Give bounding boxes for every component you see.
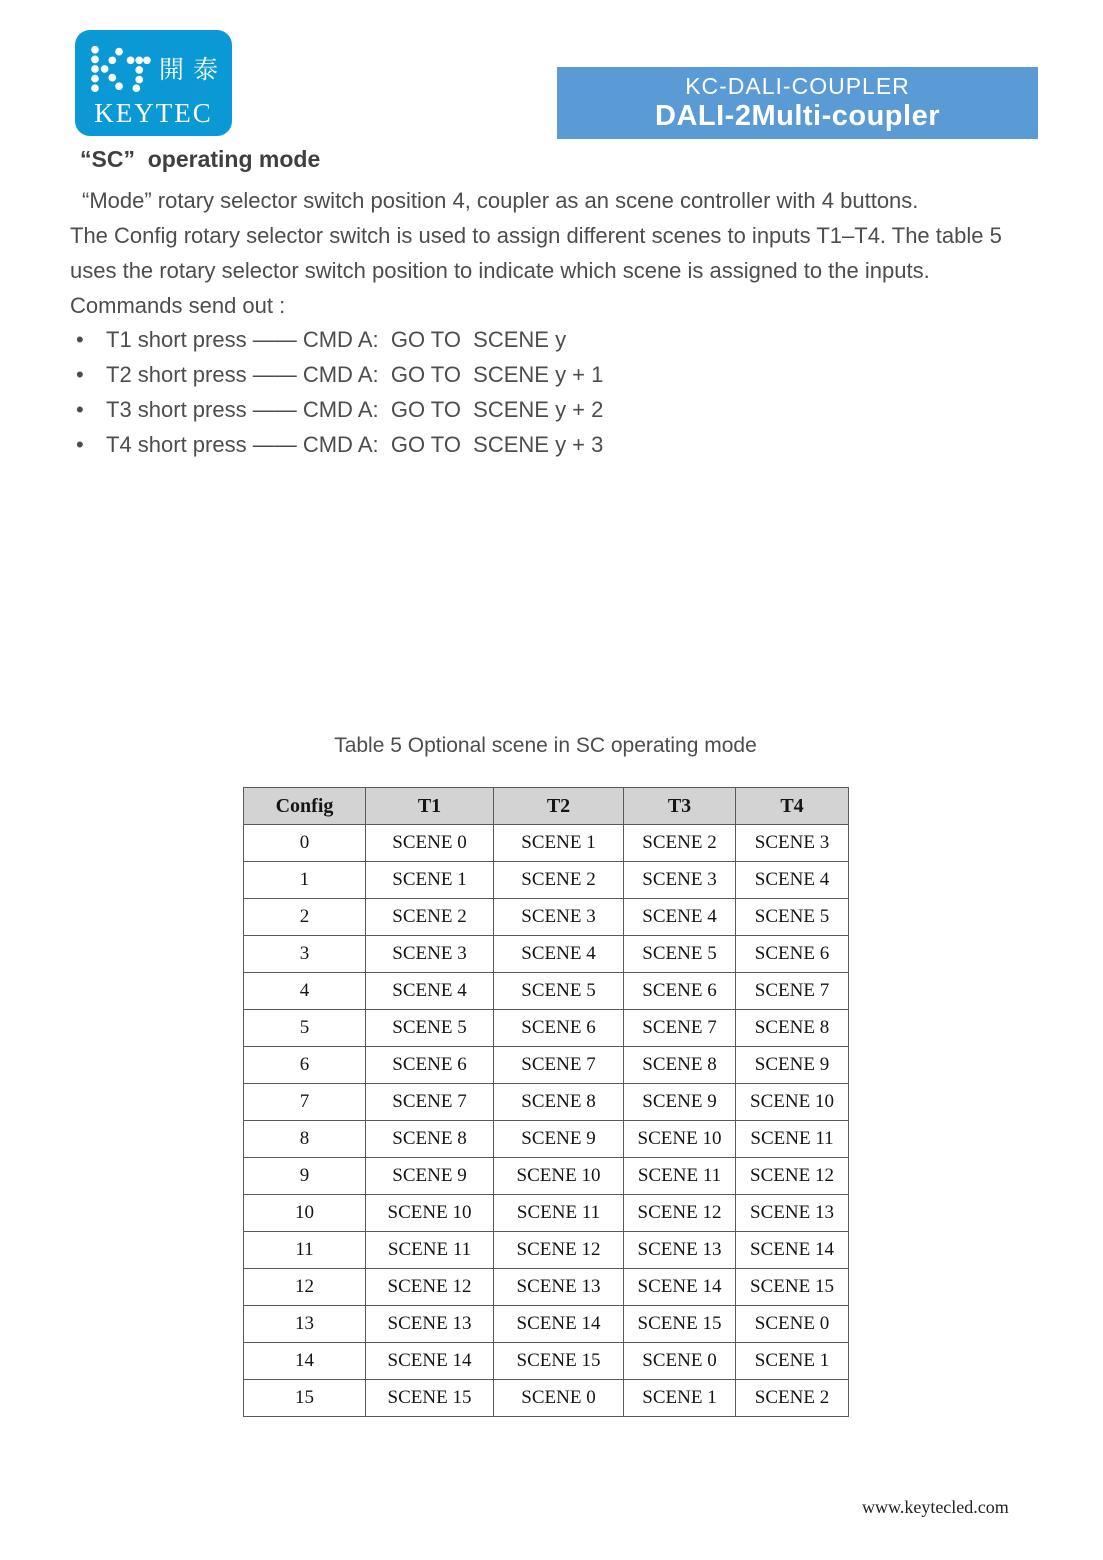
table-cell: SCENE 14: [494, 1306, 624, 1343]
table-cell: 2: [244, 899, 366, 936]
table-cell: SCENE 11: [736, 1121, 849, 1158]
table-row: [244, 862, 849, 899]
table-cell: SCENE 15: [736, 1269, 849, 1306]
command-item: • T2 short press —— CMD A: GO TO SCENE y + 1: [70, 357, 970, 392]
table-cell: SCENE 3: [494, 899, 624, 936]
command-item: • T3 short press —— CMD A: GO TO SCENE y + 2: [70, 392, 970, 427]
table-cell: SCENE 5: [366, 1010, 494, 1047]
table-row: [244, 1380, 849, 1417]
table-caption: Table 5 Optional scene in SC operating mode: [334, 734, 757, 757]
table-cell: SCENE 15: [494, 1343, 624, 1380]
table-cell: SCENE 10: [624, 1121, 736, 1158]
column-header: T2: [494, 788, 624, 825]
section-heading: “SC” operating mode: [80, 146, 321, 172]
table-cell: SCENE 1: [366, 862, 494, 899]
table-row: [244, 1121, 849, 1158]
table-cell: SCENE 3: [624, 862, 736, 899]
table-cell: SCENE 7: [736, 973, 849, 1010]
table-cell: SCENE 12: [494, 1232, 624, 1269]
table-cell: SCENE 15: [624, 1306, 736, 1343]
command-item: • T4 short press —— CMD A: GO TO SCENE y + 3: [70, 427, 970, 462]
table-cell: 5: [244, 1010, 366, 1047]
table-cell: SCENE 3: [366, 936, 494, 973]
table-cell: SCENE 14: [624, 1269, 736, 1306]
table-cell: SCENE 8: [366, 1121, 494, 1158]
table-row: [244, 1269, 849, 1306]
footer-url: www.keytecled.com: [862, 1497, 1009, 1517]
table-header-row: [244, 788, 849, 825]
table-cell: SCENE 9: [736, 1047, 849, 1084]
table-cell: SCENE 6: [624, 973, 736, 1010]
table-cell: SCENE 9: [494, 1121, 624, 1158]
table-cell: SCENE 2: [494, 862, 624, 899]
table-cell: SCENE 9: [624, 1084, 736, 1121]
table-row: [244, 899, 849, 936]
table-row: [244, 1195, 849, 1232]
table-cell: SCENE 7: [366, 1084, 494, 1121]
table-row: [244, 1306, 849, 1343]
table-cell: SCENE 12: [366, 1269, 494, 1306]
table-row: [244, 1047, 849, 1084]
table-row: [244, 825, 849, 862]
table-cell: SCENE 13: [494, 1269, 624, 1306]
paragraph-block: [70, 183, 1070, 323]
table-row: [244, 973, 849, 1010]
table-cell: SCENE 1: [624, 1380, 736, 1417]
table-cell: SCENE 4: [736, 862, 849, 899]
banner-product-name: DALI-2Multi-coupler: [655, 99, 940, 132]
commands-list: [70, 322, 970, 462]
table-cell: SCENE 8: [736, 1010, 849, 1047]
column-header: T4: [736, 788, 849, 825]
table-cell: 6: [244, 1047, 366, 1084]
table-cell: SCENE 13: [736, 1195, 849, 1232]
table-cell: SCENE 2: [366, 899, 494, 936]
banner-model-name: KC-DALI-COUPLER: [685, 73, 910, 100]
logo-top-row: [75, 30, 232, 93]
paragraph-line: uses the rotary selector switch position to indicate which scene is assigned to the inputs.: [70, 258, 930, 283]
table-cell: SCENE 11: [494, 1195, 624, 1232]
table-cell: SCENE 2: [736, 1380, 849, 1417]
table-cell: SCENE 6: [366, 1047, 494, 1084]
table-cell: SCENE 12: [736, 1158, 849, 1195]
table-cell: SCENE 5: [736, 899, 849, 936]
table-cell: SCENE 5: [494, 973, 624, 1010]
table-cell: SCENE 7: [494, 1047, 624, 1084]
scene-table: [243, 787, 849, 1417]
table-cell: SCENE 11: [366, 1232, 494, 1269]
table-cell: SCENE 0: [624, 1343, 736, 1380]
table-cell: SCENE 1: [736, 1343, 849, 1380]
table-cell: SCENE 12: [624, 1195, 736, 1232]
table-cell: SCENE 6: [494, 1010, 624, 1047]
table-cell: 14: [244, 1343, 366, 1380]
table-cell: 15: [244, 1380, 366, 1417]
table-cell: SCENE 13: [624, 1232, 736, 1269]
table-cell: SCENE 1: [494, 825, 624, 862]
table-cell: 1: [244, 862, 366, 899]
command-item: • T1 short press —— CMD A: GO TO SCENE y: [70, 322, 970, 357]
table-cell: SCENE 5: [624, 936, 736, 973]
table-cell: 12: [244, 1269, 366, 1306]
table-cell: 3: [244, 936, 366, 973]
table-cell: SCENE 14: [736, 1232, 849, 1269]
table-cell: SCENE 0: [494, 1380, 624, 1417]
table-cell: SCENE 13: [366, 1306, 494, 1343]
table-cell: SCENE 6: [736, 936, 849, 973]
column-header: Config: [244, 788, 366, 825]
table-cell: 13: [244, 1306, 366, 1343]
paragraph-line: The Config rotary selector switch is used to assign different scenes to inputs T1–T4. The table 5: [70, 223, 1002, 248]
table-cell: SCENE 0: [736, 1306, 849, 1343]
table-cell: SCENE 10: [366, 1195, 494, 1232]
table-row: [244, 1232, 849, 1269]
table-cell: 0: [244, 825, 366, 862]
table-cell: SCENE 10: [736, 1084, 849, 1121]
table-cell: SCENE 14: [366, 1343, 494, 1380]
table-cell: SCENE 15: [366, 1380, 494, 1417]
table-cell: SCENE 7: [624, 1010, 736, 1047]
table-cell: SCENE 0: [366, 825, 494, 862]
table-cell: 4: [244, 973, 366, 1010]
logo-brand-text: KEYTEC: [94, 98, 213, 128]
table-cell: SCENE 9: [366, 1158, 494, 1195]
table-cell: SCENE 3: [736, 825, 849, 862]
table-row: [244, 1010, 849, 1047]
column-header: T1: [366, 788, 494, 825]
table-cell: 11: [244, 1232, 366, 1269]
keytec-logo: [75, 30, 232, 136]
table-cell: SCENE 4: [494, 936, 624, 973]
table-cell: 8: [244, 1121, 366, 1158]
table-row: [244, 1158, 849, 1195]
table-cell: SCENE 8: [624, 1047, 736, 1084]
table-cell: SCENE 4: [624, 899, 736, 936]
table-cell: 7: [244, 1084, 366, 1121]
table-cell: SCENE 11: [624, 1158, 736, 1195]
table-cell: 10: [244, 1195, 366, 1232]
table-cell: SCENE 4: [366, 973, 494, 1010]
table-row: [244, 1084, 849, 1121]
logo-chinese-text: 開泰: [159, 56, 228, 84]
table-body: [244, 825, 849, 1417]
table-cell: SCENE 2: [624, 825, 736, 862]
keytec-monogram-icon: [89, 43, 151, 93]
paragraph-line: “Mode” rotary selector switch position 4, coupler as an scene controller with 4 buttons.: [82, 188, 919, 213]
product-banner: [557, 67, 1038, 139]
table-row: [244, 936, 849, 973]
table-cell: SCENE 10: [494, 1158, 624, 1195]
table-cell: 9: [244, 1158, 366, 1195]
table-row: [244, 1343, 849, 1380]
table-cell: SCENE 8: [494, 1084, 624, 1121]
column-header: T3: [624, 788, 736, 825]
paragraph-line: Commands send out :: [70, 293, 286, 318]
